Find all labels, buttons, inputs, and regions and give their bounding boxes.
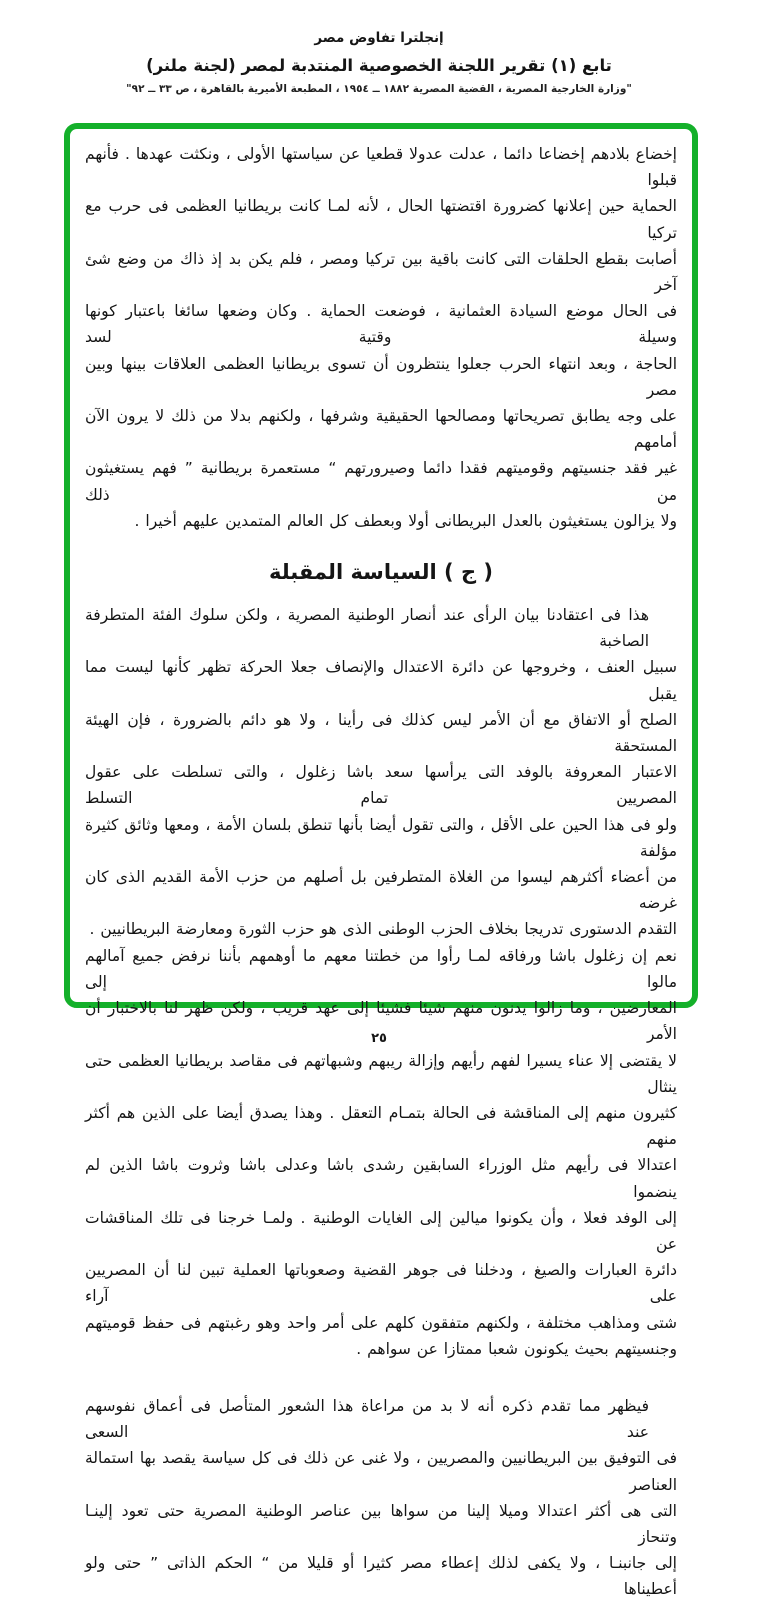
text-line: على وجه يطابق تصريحاتها ومصالحها الحقيقية وشرفها ، ولكنهم بدلا من ذلك لا يرون الآن أمامهم <box>85 407 677 452</box>
paragraph-continuation <box>85 141 677 534</box>
section-heading: ( ج ) السياسة المقبلة <box>268 560 494 585</box>
text-line: الصلح أو الاتفاق مع أن الأمر ليس كذلك فى رأينا ، ولا هو دائم بالضرورة ، فإن الهيئة المستحقة <box>85 710 677 756</box>
text-line: وجنسيتهم بحيث يكونون شعبا ممتازا عن سواهم . <box>356 1339 677 1358</box>
text-line: التقدم الدستورى تدريجا بخلاف الحزب الوطنى الذى هو حزب الثورة ومعارضة البريطانيين . <box>89 920 677 939</box>
text-line: شتى ومذاهب مختلفة ، ولكنهم متفقون كلهم على أمر واحد وهو رغبتهم فى حفظ قوميتهم <box>85 1313 677 1332</box>
source-citation: "وزارة الخارجية المصرية ، القضية المصرية ١٨٨٢ ــ ١٩٥٤ ، المطبعة الأميرية بالقاهرة ، ص ٣٣ ــ ٩٢" <box>126 83 632 95</box>
text-line: المعارضين ، وما زالوا يدنون منهم شيئا فشيئا إلى عهد قريب ، ولكن ظهر لنا بالاختبار أن الأمر <box>85 999 677 1044</box>
text-line: ولو فى هذا الحين على الأقل ، والتى تقول أيضا بأنها تنطق بلسان الأمة ، ومعها وثائق كثيرة مؤلفة <box>85 815 677 860</box>
text-line: اعتدالا فى رأيهم مثل الوزراء السابقين رشدى باشا وعدلى باشا وثروت باشا الذين لم ينضموا <box>85 1156 677 1201</box>
text-line: كثيرون منهم إلى المناقشة فى الحالة بتمـام التعقل . وهذا يصدق أيضا على الذين هم أكثر منهم <box>85 1103 677 1149</box>
text-line: أصابت بقطع الحلقات التى كانت باقية بين تركيا ومصر ، فلم يكن بد إذ ذاك من وضع شئ آخر <box>85 249 677 295</box>
text-line: الاعتبار المعروفة بالوفد التى يرأسها سعد باشا زغلول ، والتى تسلطت على عقول المصريين تمام التسلط <box>85 763 677 808</box>
text-line: هذا فى اعتقادنا بيان الرأى عند أنصار الوطنية المصرية ، ولكن سلوك الفئة المتطرفة الصاخبة <box>85 606 649 651</box>
report-subtitle: تابع (١) تقرير اللجنة الخصوصية المنتدبة لمصر (لجنة ملنر) <box>146 56 612 75</box>
text-line: إخضاع بلادهم إخضاعا دائما ، عدلت عدولا قطعيا عن سياستها الأولى ، ونكثت عهدها . فأنهم قبلوا <box>85 145 677 190</box>
paragraph-future-policy <box>85 602 677 1362</box>
page-header <box>0 30 758 95</box>
paragraph-closing <box>85 1393 677 1603</box>
text-line: الحاجة ، وبعد انتهاء الحرب جعلوا ينتظرون أن تسوى بريطانيا العظمى العلاقات بينها وبين مصر <box>85 354 677 399</box>
text-line: لا يقتضى إلا عناء يسيرا لفهم رأيهم وإزالة ريبهم وشبهاتهم فى مقاصد بريطانيا العظمى حتى ينثال <box>85 1051 677 1096</box>
text-line: التى هى أكثر اعتدالا وميلا إلينا من سواها بين عناصر الوطنية المصرية حتى تعود إلينـا وتنحاز <box>85 1501 677 1546</box>
text-line: دائرة العبارات والصيغ ، ودخلنا فى جوهر القضية وصعوباتها العملية تبين لنا أن المصريين على آراء <box>85 1261 677 1306</box>
text-line: فى التوفيق بين البريطانيين والمصريين ، ولا غنى عن ذلك فى كل سياسة يقصد بها استمالة العناصر <box>85 1449 677 1494</box>
text-line: سبيل العنف ، وخروجها عن دائرة الاعتدال والإنصاف جعلا الحركة تظهر كأنها ليست مما يقبل <box>85 658 677 703</box>
text-line: الحماية حين إعلانها كضرورة اقتضتها الحال ، لأنه لمـا كانت بريطانيا العظمى فى حرب مع تركيا <box>85 197 677 242</box>
text-line: ولا يزالون يستغيثون بالعدل البريطانى أولا وبعطف كل العالم المتمدين عليهم أخيرا . <box>134 511 677 530</box>
text-line: إلى جانبنـا ، ولا يكفى لذلك إعطاء مصر كثيرا أو قليلا من “ الحكم الذاتى ” حتى ولو أعطيناها <box>85 1554 677 1599</box>
text-line: فيظهر مما تقدم ذكره أنه لا بد من مراعاة هذا الشعور المتأصل فى أعماق نفوسهم عند السعى <box>85 1396 649 1442</box>
text-line: فى الحال موضع السيادة العثمانية ، فوضعت الحماية . وكان وضعها سائغا باعتبار كونها وسيلة وقتية لسد <box>85 302 677 347</box>
text-line: غير فقد جنسيتهم وقوميتهم فقدا دائما وصيرورتهم “ مستعمرة بريطانية ” فهم يستغيثون من ذلك <box>85 459 677 504</box>
text-line: نعم إن زغلول باشا ورفاقه لمـا رأوا من خطتنا معهم ما أوهمهم بأننا نرفض جميع آمالهم مالوا إلى <box>85 946 677 991</box>
text-line: من أعضاء أكثرهم ليسوا من الغلاة المتطرفين بل أصلهم من حزب الأمة القديم الذى كان غرضه <box>85 868 677 913</box>
text-line: إلى الوفد فعلا ، وأن يكونوا ميالين إلى الغايات الوطنية . ولمـا خرجنا فى تلك المناقشات عن <box>85 1208 677 1253</box>
page-number: ٢٥ <box>371 1031 387 1046</box>
document-title: إنجلترا تفاوض مصر <box>314 30 444 46</box>
